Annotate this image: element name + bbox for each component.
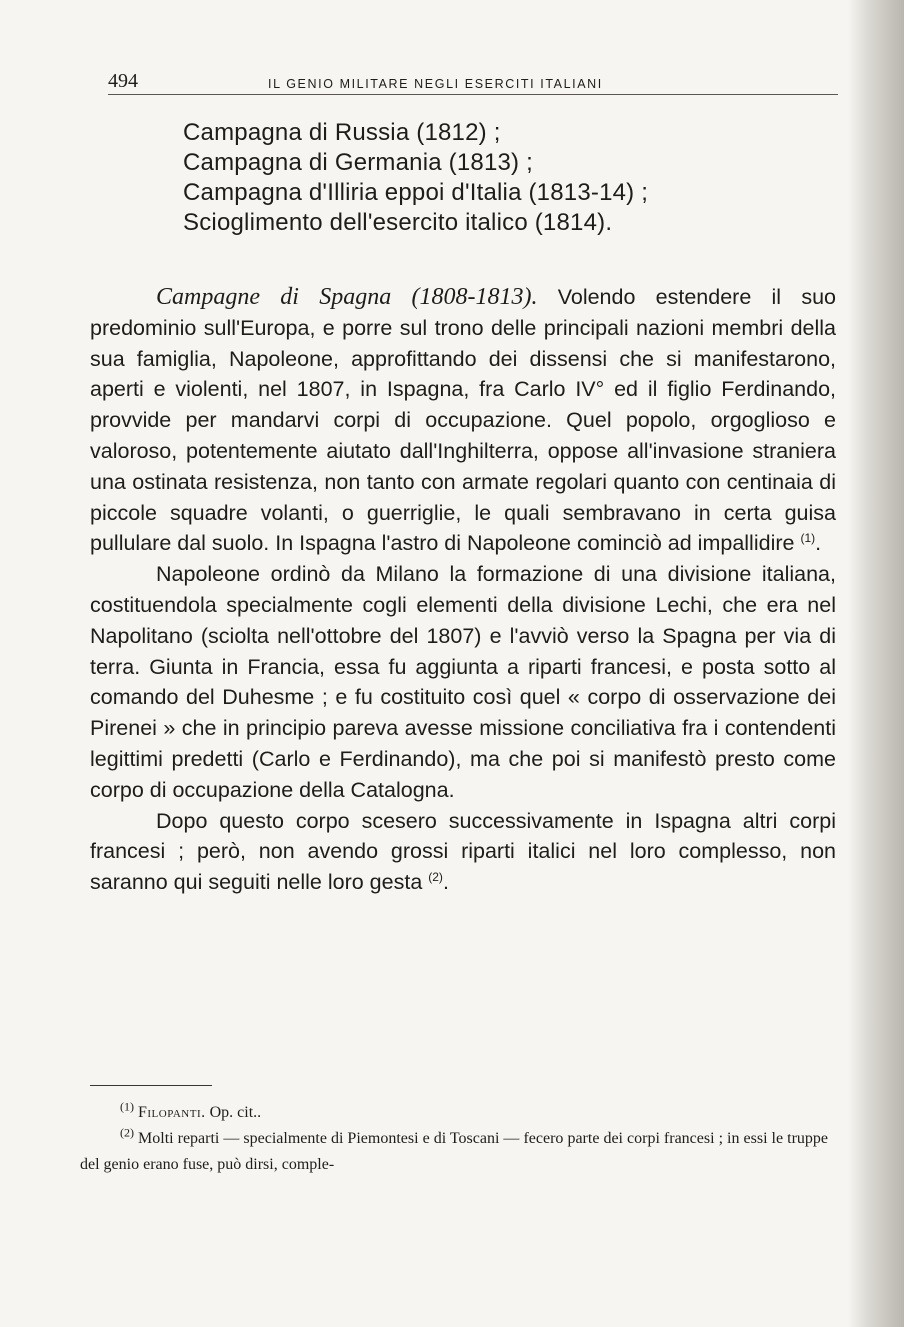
footnote-reference: (2) <box>428 869 443 884</box>
footnote-text: Op. cit.. <box>205 1104 262 1121</box>
footnote-divider <box>90 1085 212 1086</box>
footnote <box>80 1100 828 1126</box>
footnote-author: Filopanti. <box>138 1104 206 1121</box>
page-gutter-shadow <box>848 0 904 1327</box>
footnote-reference: (1) <box>800 531 816 546</box>
list-item: Campagna d'Illiria eppoi d'Italia (1813-14) ; <box>183 179 649 206</box>
paragraph <box>90 559 836 805</box>
footnote-marker: (2) <box>120 1125 134 1140</box>
body-text <box>90 282 836 898</box>
page-number: 494 <box>108 70 138 92</box>
running-title: IL GENIO MILITARE NEGLI ESERCITI ITALIANI <box>268 77 603 91</box>
paragraph-end: . <box>442 870 449 895</box>
paragraph-text: Volendo estendere il suo predominio sull'Europa, e porre sul trono delle principali nazioni membri della sua famiglia, Napoleone, approfittando dei dissensi che si manifestarono, aperti e violenti, nel 1807, in Ispagna, fra Carlo IV° ed il figlio Ferdinando, provvide per mandarvi corpi di occupazione. Quel popolo, orgoglioso e valoroso, potentemente aiutato dall'Inghilterra, oppose all'invasione straniera una ostinata resistenza, non tanto con armate regolari quanto con centinaia di piccole squadre volanti, o guerriglie, le quali sembravano in certa guisa pullulare dal suolo. In Ispagna l'astro di Napoleone cominciò ad impallidire <box>90 285 836 556</box>
paragraph-text: Napoleone ordinò da Milano la formazione di una divisione italiana, costituendola specialmente cogli elementi della divisione Lechi, che era nel Napolitano (sciolta nell'ottobre del 1807) e l'avviò verso la Spagna per via di terra. Giunta in Francia, essa fu aggiunta a riparti francesi, e posta sotto al comando del Duhesme ; e fu costituito così quel « corpo di osservazione dei Pirenei » che in principio pareva avesse missione conciliativa fra i contendenti legittimi predetti (Carlo e Ferdinando), ma che poi si manifestò presto come corpo di occupazione della Catalogna. <box>90 562 836 802</box>
list-item: Campagna di Germania (1813) ; <box>183 149 533 176</box>
footnote <box>80 1126 828 1178</box>
paragraph <box>90 282 836 559</box>
footnotes <box>80 1100 828 1178</box>
page-header <box>108 70 838 95</box>
footnote-text: Molti reparti — specialmente di Piemontesi e di Toscani — fecero parte dei corpi francesi ; in essi le truppe del genio erano fuse, può dirsi, comple- <box>80 1130 828 1173</box>
paragraph-end: . <box>815 531 822 556</box>
campaign-list <box>183 118 648 238</box>
section-title: Campagne di Spagna (1808-1813). <box>156 284 538 310</box>
paragraph <box>90 806 836 898</box>
paragraph-text: Dopo questo corpo scesero successivamente in Ispagna altri corpi francesi ; però, non avendo grossi riparti italici nel loro complesso, non saranno qui seguiti nelle loro gesta <box>90 808 836 895</box>
list-item: Scioglimento dell'esercito italico (1814). <box>183 209 613 236</box>
list-item: Campagna di Russia (1812) ; <box>183 119 501 146</box>
footnote-marker: (1) <box>120 1099 134 1114</box>
